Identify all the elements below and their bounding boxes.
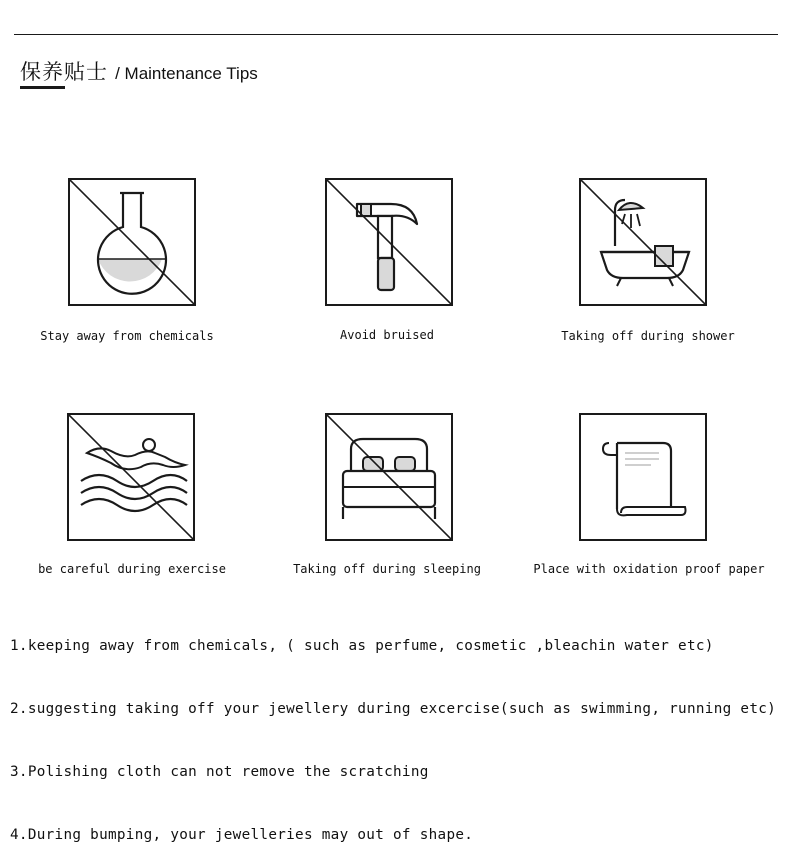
chemical-flask-icon: [70, 180, 194, 304]
caption-exercise: be careful during exercise: [38, 562, 226, 576]
caption-sleeping: Taking off during sleeping: [293, 562, 481, 576]
hammer-tile: [325, 178, 453, 306]
title-english: / Maintenance Tips: [115, 64, 258, 83]
tip-3: 3.Polishing cloth can not remove the scratching: [10, 764, 429, 780]
shower-tile: [579, 178, 707, 306]
prohibition-slash: [581, 180, 705, 304]
tip-1: 1.keeping away from chemicals, ( such as perfume, cosmetic ,bleachin water etc): [10, 638, 714, 654]
exercise-tile: [67, 413, 195, 541]
caption-bruised: Avoid bruised: [340, 328, 434, 342]
caption-chemicals: Stay away from chemicals: [40, 329, 214, 343]
sleeping-tile: [325, 413, 453, 541]
title-underline: [20, 86, 65, 89]
shower-bathtub-icon: [581, 180, 705, 304]
tip-2: 2.suggesting taking off your jewellery during excercise(such as swimming, running etc): [10, 701, 777, 717]
tip-4: 4.During bumping, your jewelleries may out of shape.: [10, 827, 474, 843]
paper-scroll-icon: [581, 415, 705, 539]
page-title: [20, 56, 258, 86]
swimmer-icon: [69, 415, 193, 539]
caption-paper: Place with oxidation proof paper: [533, 562, 765, 576]
caption-shower: Taking off during shower: [561, 329, 735, 343]
bed-icon: [327, 415, 451, 539]
chemical-tile: [68, 178, 196, 306]
prohibition-slash: [70, 180, 194, 304]
paper-tile: [579, 413, 707, 541]
title-chinese: 保养贴士: [20, 60, 108, 84]
hammer-icon: [327, 180, 451, 304]
top-divider: [14, 34, 778, 35]
